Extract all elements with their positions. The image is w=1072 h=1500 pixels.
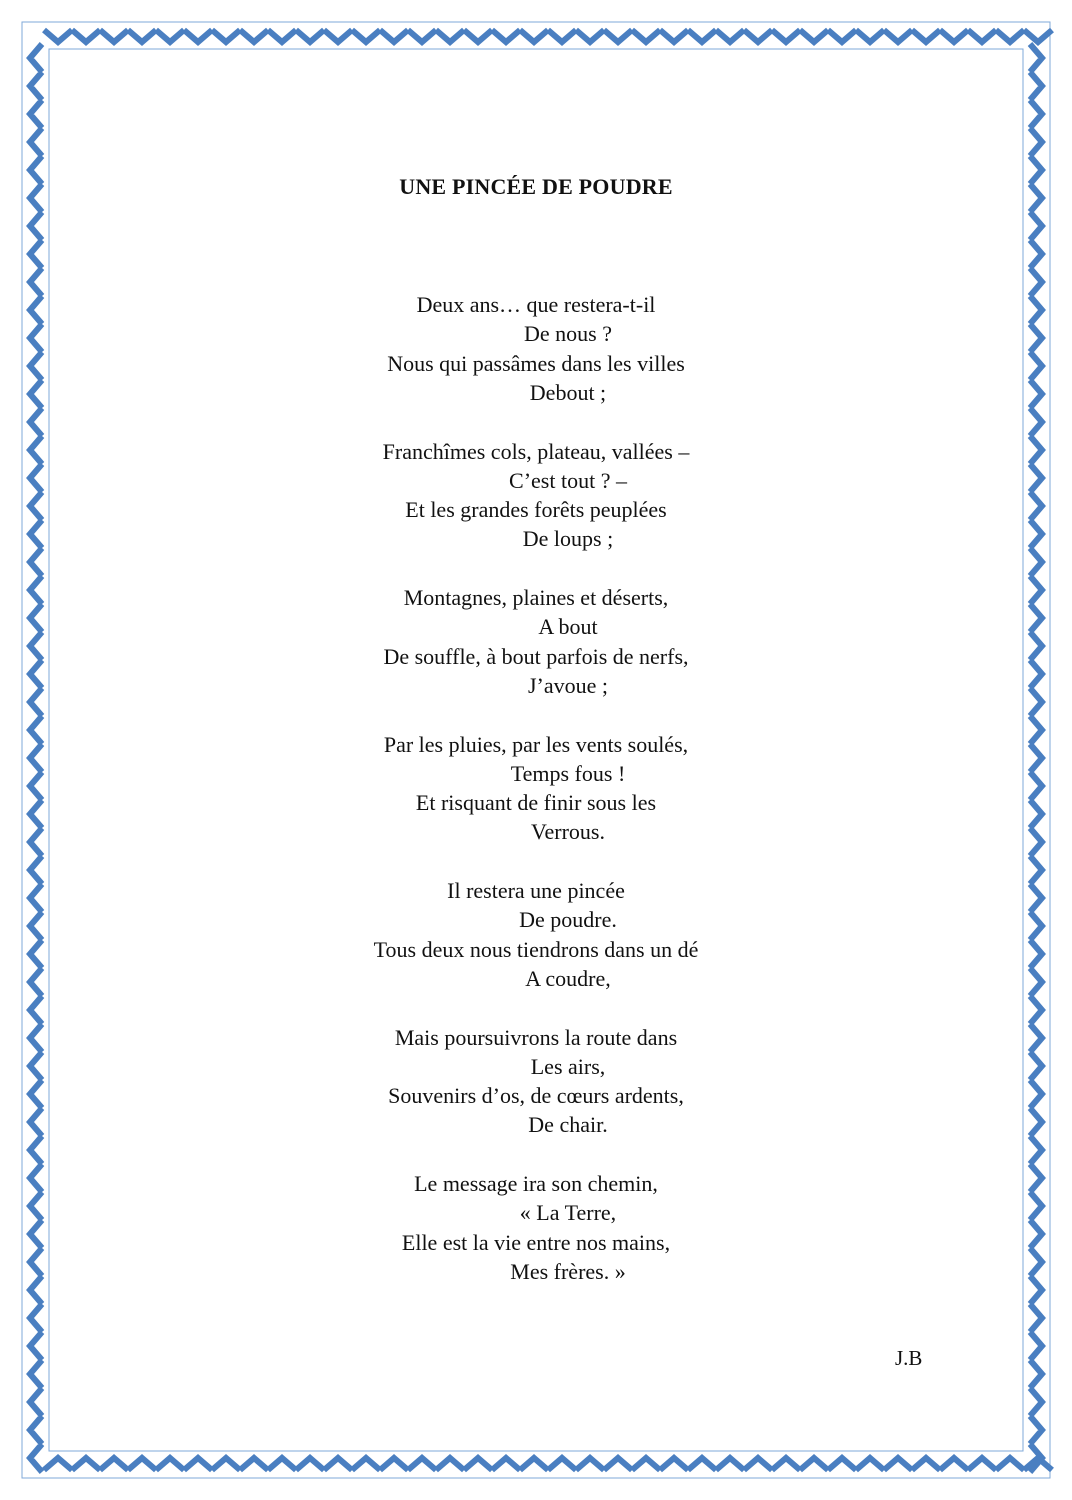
poem-short-line: [0, 321, 1072, 347]
poem-short-line: [0, 819, 1072, 845]
poem-line: [0, 439, 1072, 465]
border-chevron: [30, 44, 42, 1472]
border-chevron: [1030, 44, 1042, 1472]
border-chevron: [44, 1458, 1052, 1470]
poem-line-text: Nous qui passâmes dans les villes: [387, 350, 685, 376]
poem-line-text: A coudre,: [525, 965, 611, 991]
poem-line-text: Mais poursuivrons la route dans: [394, 1024, 678, 1050]
poem-line-text: Et les grandes forêts peuplées: [405, 497, 667, 523]
poem-short-line: [0, 673, 1072, 699]
poem-line-text: Verrous.: [531, 819, 605, 845]
poem-short-line: [0, 526, 1072, 552]
poem-line: [0, 1083, 1072, 1109]
poem-line-text: De nous ?: [524, 321, 612, 347]
poem-line-text: Les airs,: [530, 1053, 606, 1079]
author-signature: J.B: [895, 1346, 923, 1370]
border-chevron: [44, 30, 1052, 42]
poem-line: [0, 1025, 1072, 1051]
poem-line: [0, 1171, 1072, 1197]
poem-line-text: C’est tout ? –: [509, 467, 627, 493]
poem-line-text: Debout ;: [529, 379, 607, 405]
poem-line: [0, 292, 1072, 318]
poem-line-text: Le message ira son chemin,: [414, 1171, 658, 1196]
poem-line: [0, 937, 1072, 963]
poem-short-line: [0, 468, 1072, 494]
poem-short-line: [0, 966, 1072, 992]
poem-line-text: J’avoue ;: [527, 672, 609, 698]
poem-short-line: [0, 1200, 1072, 1226]
poem-title: UNE PINCÉE DE POUDRE: [399, 174, 673, 199]
poem-line: [0, 644, 1072, 670]
poem-line: [0, 1230, 1072, 1256]
poem-short-line: [0, 614, 1072, 640]
poem-line-text: Il restera une pincée: [447, 878, 625, 903]
poem-line-text: « La Terre,: [519, 1200, 617, 1226]
poem-line-text: Par les pluies, par les vents soulés,: [383, 731, 689, 757]
poem-line: [0, 585, 1072, 611]
poem-line-text: Deux ans… que restera-t-il: [416, 292, 656, 317]
poem-line-text: De loups ;: [522, 526, 614, 552]
poem-line-text: De poudre.: [519, 907, 617, 933]
poem-short-line: [0, 1112, 1072, 1138]
poem-line: [0, 351, 1072, 377]
poem-line-text: Montagnes, plaines et déserts,: [403, 585, 669, 610]
poem-line-text: Temps fous !: [510, 760, 626, 786]
poem-line-text: De chair.: [528, 1112, 608, 1138]
poem-line-text: Souvenirs d’os, de cœurs ardents,: [388, 1083, 684, 1109]
poem-line: [0, 497, 1072, 523]
poem-line-text: Elle est la vie entre nos mains,: [401, 1229, 671, 1255]
poem-line: [0, 790, 1072, 816]
poem-short-line: [0, 380, 1072, 406]
poem-short-line: [0, 761, 1072, 787]
poem-line-text: Tous deux nous tiendrons dans un dé: [373, 936, 699, 962]
poem-line-text: Et risquant de finir sous les: [415, 790, 657, 816]
poem-line-text: De souffle, à bout parfois de nerfs,: [383, 643, 689, 669]
poem-line-text: Mes frères. »: [510, 1258, 626, 1284]
poem-short-line: [0, 1259, 1072, 1285]
poem-line: [0, 878, 1072, 904]
poem-line-text: Franchîmes cols, plateau, vallées –: [382, 438, 690, 464]
poem-line: [0, 732, 1072, 758]
poem-short-line: [0, 1054, 1072, 1080]
poem-short-line: [0, 907, 1072, 933]
poem-line-text: A bout: [538, 614, 598, 640]
